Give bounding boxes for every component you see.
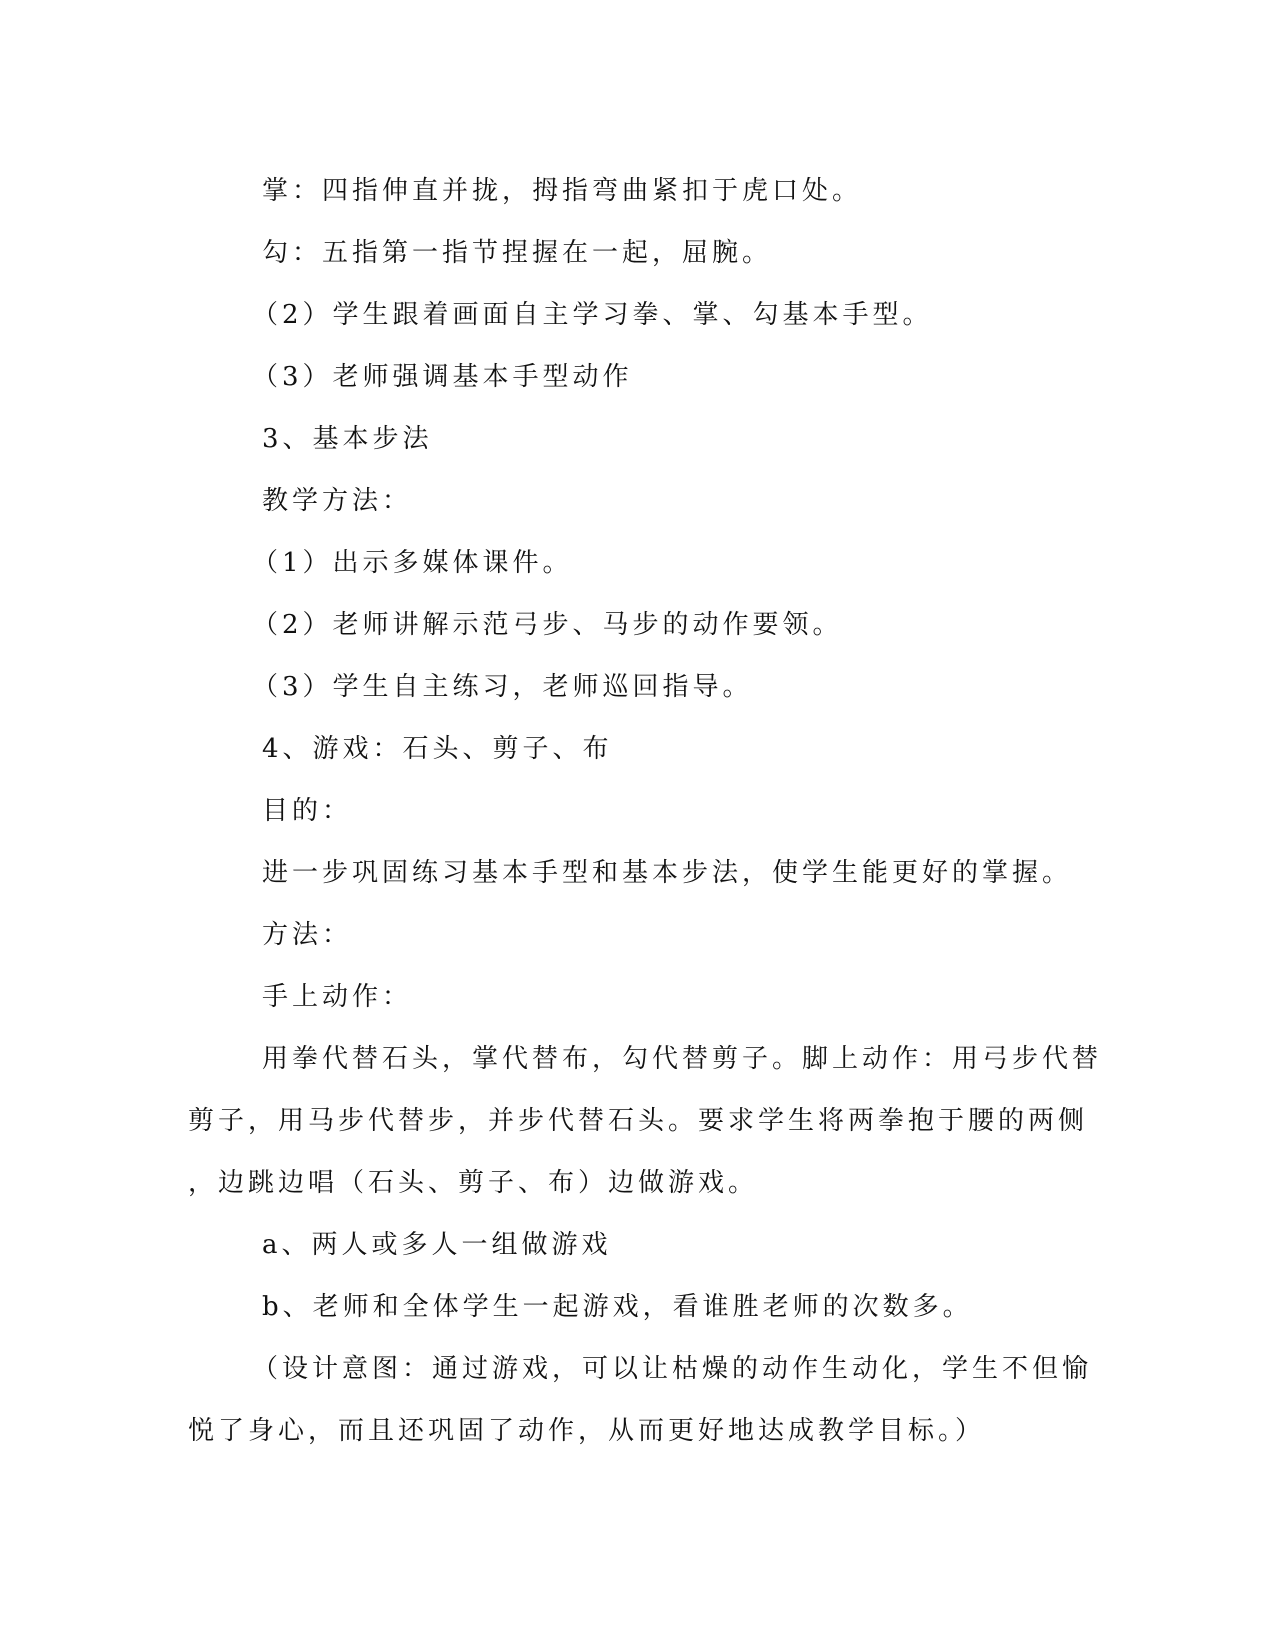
paragraph-line: （设计意图：通过游戏，可以让枯燥的动作生动化，学生不但愉 <box>252 1354 1093 1384</box>
paragraph-line: 勾：五指第一指节捏握在一起，屈腕。 <box>262 238 773 268</box>
paragraph-line: （2）老师讲解示范弓步、马步的动作要领。 <box>252 610 843 640</box>
paragraph-line: a、两人或多人一组做游戏 <box>262 1230 612 1260</box>
paragraph-line: 悦了身心，而且还巩固了动作，从而更好地达成教学目标。） <box>188 1416 986 1446</box>
paragraph-line: 掌：四指伸直并拢，拇指弯曲紧扣于虎口处。 <box>262 176 863 206</box>
paragraph-line: 手上动作： <box>262 982 413 1012</box>
paragraph-line: 进一步巩固练习基本手型和基本步法，使学生能更好的掌握。 <box>262 858 1073 888</box>
document-body <box>188 160 1103 1462</box>
paragraph-line: （3）老师强调基本手型动作 <box>252 362 633 392</box>
paragraph-line: ，边跳边唱（石头、剪子、布）边做游戏。 <box>188 1168 759 1198</box>
paragraph-line: 目的： <box>262 796 353 826</box>
section-heading: 3、基本步法 <box>262 424 433 454</box>
paragraph-line: （2）学生跟着画面自主学习拳、掌、勾基本手型。 <box>252 300 933 330</box>
paragraph-line: 剪子，用马步代替步，并步代替石头。要求学生将两拳抱于腰的两侧 <box>188 1106 1089 1136</box>
paragraph-line: 用拳代替石头，掌代替布，勾代替剪子。脚上动作：用弓步代替 <box>262 1044 1103 1074</box>
section-heading: 4、游戏：石头、剪子、布 <box>262 734 613 764</box>
paragraph-line: 教学方法： <box>262 486 413 516</box>
paragraph-line: b、老师和全体学生一起游戏，看谁胜老师的次数多。 <box>262 1292 973 1322</box>
paragraph-line: （1）出示多媒体课件。 <box>252 548 573 578</box>
paragraph-line: 方法： <box>262 920 353 950</box>
paragraph-line: （3）学生自主练习，老师巡回指导。 <box>252 672 753 702</box>
